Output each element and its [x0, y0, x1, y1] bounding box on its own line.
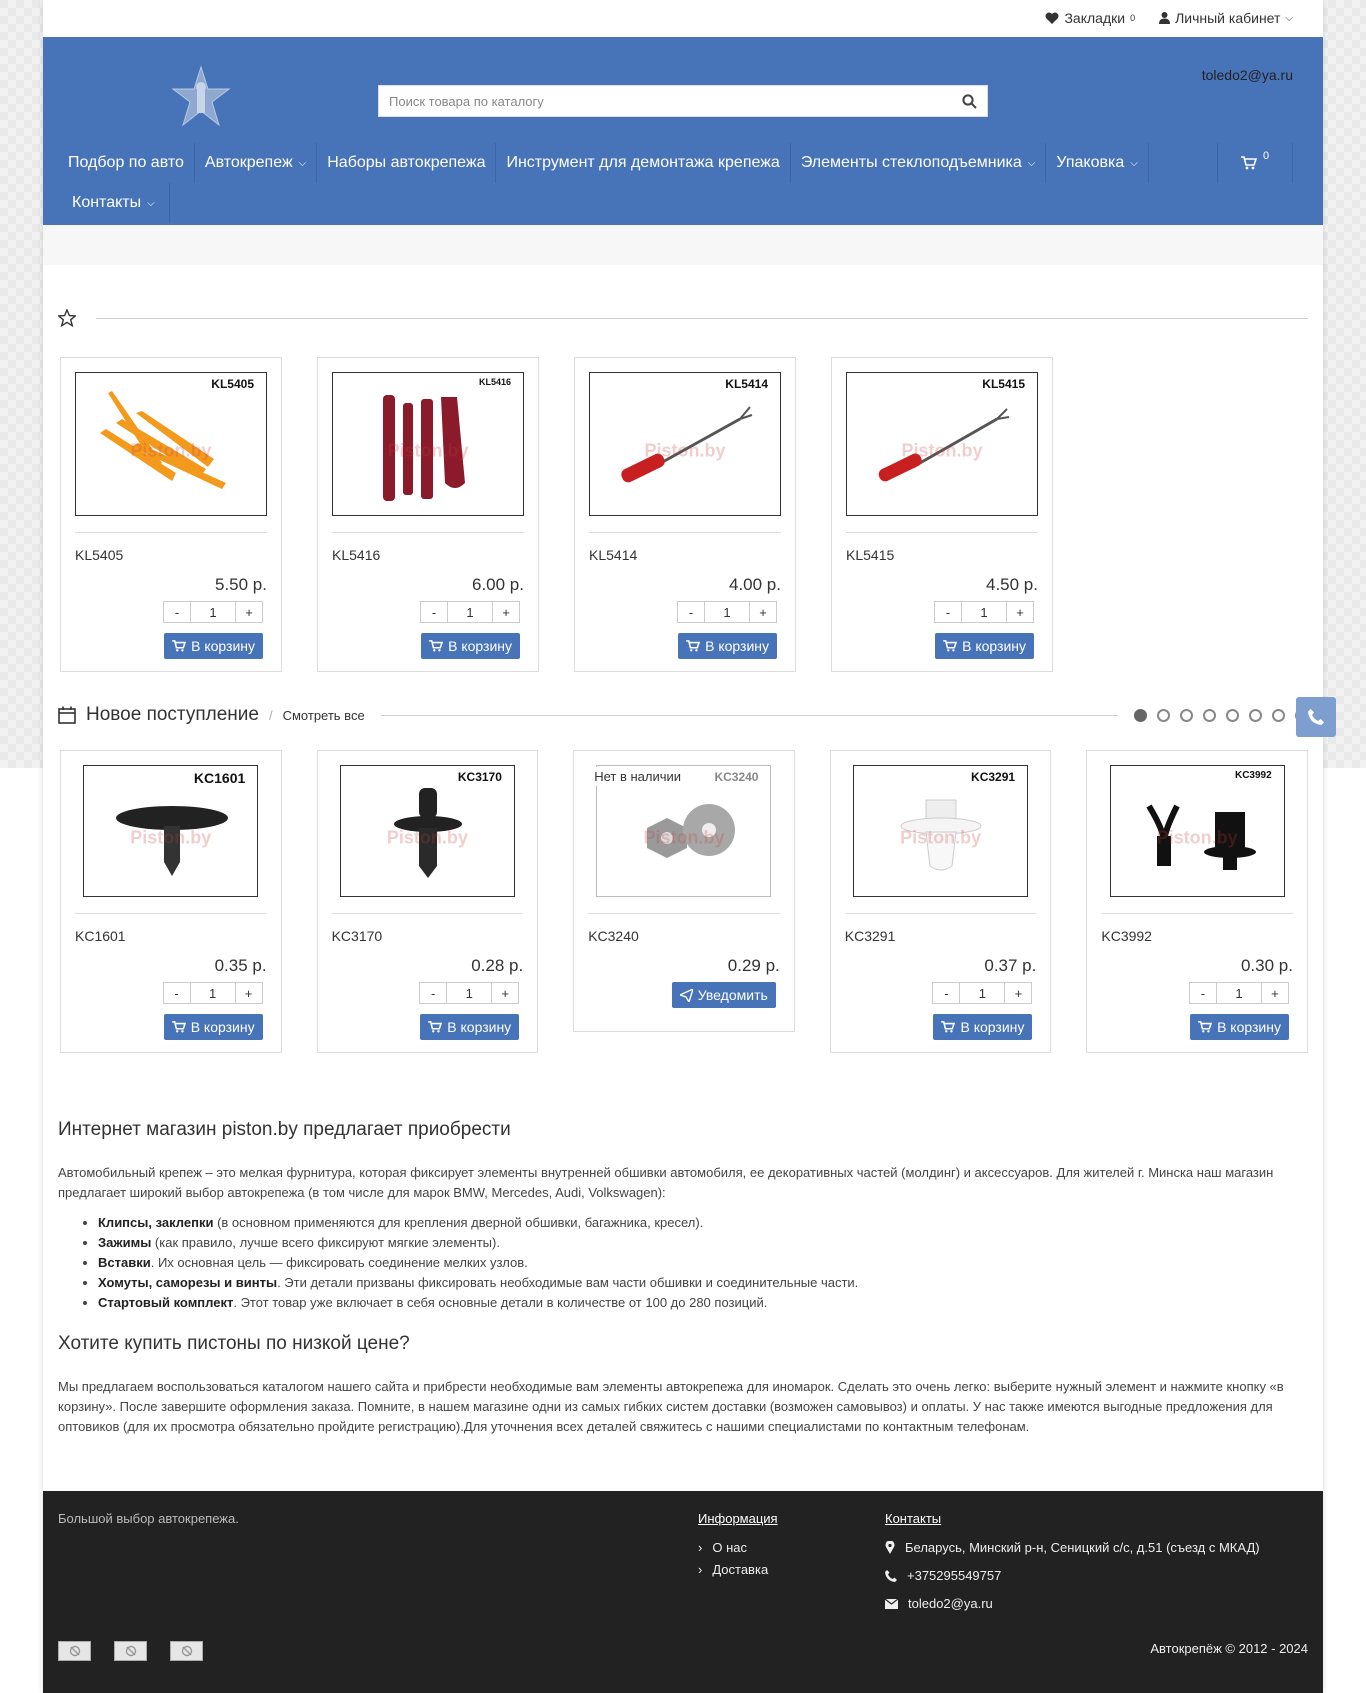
view-all-link[interactable]: Смотреть все	[282, 707, 365, 723]
image-sku-tag: KC1601	[193, 770, 246, 786]
product-image[interactable]	[340, 765, 515, 897]
product-price: 0.35 р.	[214, 956, 267, 975]
section-divider	[96, 318, 1308, 319]
carousel-dot[interactable]	[1249, 709, 1262, 722]
out-of-stock-badge: Нет в наличии	[589, 767, 686, 786]
footer-contacts-title: Контакты	[885, 1511, 942, 1526]
footer-info-title: Информация	[698, 1511, 778, 1526]
image-sku-tag: KC3240	[714, 770, 759, 784]
image-sku-tag: KC3291	[971, 770, 1016, 784]
image-sku-tag: KL5415	[982, 377, 1025, 391]
product-price: 4.50 р.	[986, 575, 1038, 594]
user-icon	[1159, 12, 1170, 24]
footer-link-delivery[interactable]	[698, 1562, 778, 1577]
watermark: Piston.by	[900, 827, 982, 847]
footer-link-about[interactable]	[698, 1540, 778, 1555]
content-paragraph: Мы предлагаем воспользоваться каталогом нашего сайта и прибрести необходимые вам элементы автокрепежа для иномарок. Сделать это очень легко: выберите нужный элемент и нажмите кнопку «в корзину». После завершите оформления заказа. Помните, в нашем магазине одни из самых гибких систем доставки (возможен самовывоз) и оплаты. У нас также имеются выгодные предложения для оптовиков (для их просмотра обязательно пройдите регистрацию).Для уточнения всех деталей свяжитесь с нашими специалистами по контактным телефонам.	[58, 1379, 1284, 1434]
account-link[interactable]	[1159, 10, 1293, 26]
qty-plus-button[interactable]: +	[235, 982, 263, 1004]
product-card	[60, 750, 282, 1053]
product-image[interactable]	[853, 765, 1028, 897]
button-label: В корзину	[1217, 1019, 1281, 1035]
nav-label: Автокрепеж	[204, 154, 293, 171]
payment-methods	[58, 1641, 203, 1661]
product-image[interactable]	[1110, 765, 1285, 897]
copyright: Автокрепёж © 2012 - 2024	[1150, 1641, 1308, 1656]
carousel-dot[interactable]	[1203, 709, 1216, 722]
product-name[interactable]: KC3170	[331, 928, 383, 944]
product-name[interactable]: KL5405	[75, 547, 124, 563]
footer	[43, 1491, 1323, 1693]
nav-item-window-regulator[interactable]	[791, 143, 1047, 183]
chevron-right-icon: ›	[698, 1540, 703, 1555]
link-label: О нас	[712, 1540, 747, 1555]
product-name[interactable]: KC3291	[844, 928, 896, 944]
nav-label: Элементы стеклоподъемника	[800, 154, 1022, 171]
list-item-bold: Клипсы, заклепки	[98, 1215, 214, 1230]
add-to-cart-button[interactable]	[164, 1014, 263, 1040]
main-nav	[58, 143, 1308, 223]
section-divider	[381, 715, 1118, 716]
seo-content	[43, 1119, 1323, 1437]
chevron-down-icon: ⌵	[1027, 157, 1036, 169]
qty-minus-button[interactable]: -	[1189, 982, 1217, 1004]
qty-input[interactable]: 1	[1217, 982, 1261, 1004]
search-icon[interactable]	[951, 86, 987, 116]
carousel-dot[interactable]	[1157, 709, 1170, 722]
payment-logo-icon	[58, 1641, 91, 1661]
cart-icon	[428, 1021, 442, 1033]
paper-plane-icon	[680, 989, 693, 1002]
footer-info-column	[698, 1511, 778, 1584]
quantity-stepper	[1101, 982, 1289, 1004]
section-title: Новое поступление	[86, 704, 259, 725]
logo[interactable]	[171, 65, 231, 129]
product-image[interactable]	[75, 372, 267, 516]
payment-logo-icon	[170, 1641, 203, 1661]
image-sku-tag: KL5414	[725, 377, 768, 391]
qty-plus-button[interactable]: +	[749, 601, 777, 623]
footer-tagline: Большой выбор автокрепежа.	[58, 1511, 239, 1526]
title-separator: /	[268, 707, 273, 723]
map-marker-icon	[885, 1541, 895, 1554]
product-image[interactable]	[846, 372, 1038, 516]
product-price: 4.00 р.	[729, 575, 781, 594]
product-name[interactable]: KC3992	[1101, 928, 1152, 944]
carousel-dot[interactable]	[1272, 709, 1285, 722]
footer-address	[885, 1540, 1260, 1555]
footer-email[interactable]	[885, 1596, 1260, 1611]
bookmarks-link[interactable]	[1045, 10, 1135, 26]
product-price: 0.28 р.	[471, 956, 524, 975]
list-item-bold: Вставки	[98, 1255, 151, 1270]
account-label: Личный кабинет	[1175, 10, 1281, 26]
product-name[interactable]: KC3240	[588, 928, 639, 944]
product-name[interactable]: KL5414	[589, 547, 638, 563]
add-to-cart-button[interactable]	[420, 1014, 519, 1040]
content-heading: Хотите купить пистоны по низкой цене?	[58, 1333, 410, 1354]
page	[43, 0, 1323, 1693]
qty-plus-button[interactable]: +	[492, 601, 520, 623]
notify-button[interactable]	[672, 982, 776, 1008]
payment-logo-icon	[114, 1641, 147, 1661]
list-item	[98, 1253, 1308, 1273]
button-label: Уведомить	[697, 987, 768, 1003]
add-to-cart-button[interactable]	[678, 633, 777, 659]
qty-minus-button[interactable]: -	[419, 982, 447, 1004]
list-item-bold: Зажимы	[98, 1235, 152, 1250]
phone-icon	[885, 1570, 897, 1582]
image-sku-tag: KC3992	[1234, 770, 1272, 781]
product-price: 6.00 р.	[472, 575, 524, 594]
featured-section	[43, 303, 1323, 672]
product-name[interactable]: KL5415	[846, 547, 895, 563]
link-label: Доставка	[712, 1562, 769, 1577]
image-sku-tag: KC3170	[457, 770, 502, 784]
qty-input[interactable]: 1	[191, 601, 235, 623]
nav-item-fastener-kits[interactable]	[317, 143, 496, 183]
qty-input[interactable]: 1	[448, 601, 492, 623]
email-text: toledo2@ya.ru	[908, 1596, 993, 1611]
add-to-cart-button[interactable]	[164, 633, 263, 659]
watermark: Piston.by	[386, 827, 468, 847]
cart-icon	[172, 1021, 186, 1033]
product-card	[831, 357, 1053, 672]
new-arrivals-section	[43, 700, 1323, 1053]
list-item-text: (в основном применяются для крепления дверной обшивки, багажника, кресел).	[213, 1215, 704, 1230]
cart-count: 0	[1262, 150, 1270, 162]
topbar	[43, 0, 1323, 37]
product-image[interactable]	[83, 765, 258, 897]
list-item	[98, 1213, 1308, 1233]
header	[43, 37, 1323, 225]
qty-minus-button[interactable]: -	[163, 601, 191, 623]
carousel-dot[interactable]	[1226, 709, 1239, 722]
star-icon	[58, 309, 76, 327]
product-image[interactable]	[589, 372, 781, 516]
cart-icon	[172, 640, 186, 652]
nav-item-contacts[interactable]	[58, 183, 170, 223]
add-to-cart-button[interactable]	[935, 633, 1034, 659]
watermark: Piston.by	[1156, 827, 1238, 847]
watermark: Piston.by	[387, 440, 469, 461]
list-item-text: (как правило, лучше всего фиксируют мягкие элементы).	[151, 1235, 500, 1250]
nav-item-car-selection[interactable]	[58, 143, 195, 183]
cart-icon	[943, 640, 957, 652]
list-item	[98, 1273, 1308, 1293]
nav-label: Инструмент для демонтажа крепежа	[506, 154, 780, 171]
qty-input[interactable]: 1	[960, 982, 1004, 1004]
list-item-text: . Этот товар уже включает в себя основные детали в количестве от 100 до 280 позиций.	[233, 1295, 768, 1310]
image-sku-tag: KL5416	[478, 377, 511, 387]
bookmarks-label: Закладки	[1064, 10, 1126, 26]
button-label: В корзину	[705, 638, 769, 654]
nav-item-fasteners[interactable]	[195, 143, 317, 183]
watermark: Piston.by	[901, 440, 983, 461]
qty-input[interactable]: 1	[191, 982, 235, 1004]
carousel-pagination	[1134, 709, 1308, 722]
product-price: 0.29 р.	[727, 956, 780, 975]
watermark: Piston.by	[130, 440, 212, 461]
watermark: Piston.by	[643, 827, 725, 847]
product-name[interactable]: KL5416	[332, 547, 381, 563]
cart-button[interactable]	[1217, 143, 1293, 183]
quantity-stepper	[846, 601, 1034, 623]
product-card	[830, 750, 1052, 1053]
content-heading: Интернет магазин piston.by предлагает приобрести	[58, 1119, 511, 1140]
watermark: Piston.by	[130, 827, 212, 847]
product-price: 0.37 р.	[984, 956, 1037, 975]
cart-icon	[1198, 1021, 1212, 1033]
button-label: В корзину	[962, 638, 1026, 654]
header-email[interactable]: toledo2@ya.ru	[1201, 67, 1293, 83]
footer-contacts-column	[885, 1511, 1260, 1624]
chevron-down-icon: ⌵	[147, 197, 155, 209]
search-input[interactable]	[379, 86, 951, 116]
add-to-cart-button[interactable]	[933, 1014, 1032, 1040]
content-paragraph: Автомобильный крепеж – это мелкая фурнитура, которая фиксирует элементы внутренней обшивки автомобиля, ее декоративных частей (молдинг) и аксессуаров. Для жителей г. Минска наш магазин предлагает широкий выбор автокрепежа (в том числе для марок BMW, Mercedes, Audi, Volkswagen):	[58, 1165, 1274, 1200]
qty-plus-button[interactable]: +	[235, 601, 263, 623]
heart-icon	[1045, 12, 1059, 24]
chevron-down-icon: ⌵	[298, 157, 307, 169]
button-label: В корзину	[960, 1019, 1025, 1035]
nav-item-removal-tools[interactable]	[496, 143, 790, 183]
cart-icon	[429, 640, 443, 652]
phone-text: +375295549757	[907, 1568, 1002, 1583]
carousel-dot[interactable]	[1180, 709, 1193, 722]
product-card	[317, 750, 539, 1053]
nav-label: Подбор по авто	[68, 154, 184, 171]
chevron-down-icon: ⌵	[1130, 157, 1138, 169]
qty-input[interactable]: 1	[962, 601, 1006, 623]
calendar-icon	[58, 706, 76, 724]
nav-label: Наборы автокрепежа	[327, 154, 486, 171]
qty-input[interactable]: 1	[447, 982, 491, 1004]
add-to-cart-button[interactable]	[421, 633, 520, 659]
qty-minus-button[interactable]: -	[932, 982, 960, 1004]
qty-plus-button[interactable]: +	[1004, 982, 1032, 1004]
add-to-cart-button[interactable]	[1190, 1014, 1289, 1040]
qty-plus-button[interactable]: +	[491, 982, 519, 1004]
list-item	[98, 1233, 1308, 1253]
address-text: Беларусь, Минский р-н, Сеницкий с/с, д.51 (съезд с МКАД)	[905, 1540, 1260, 1555]
list-item-bold: Хомуты, саморезы и винты	[98, 1275, 278, 1290]
breadcrumb-bar	[43, 225, 1323, 265]
list-item-bold: Стартовый комплект	[98, 1295, 234, 1310]
qty-input[interactable]: 1	[705, 601, 749, 623]
button-label: В корзину	[190, 1019, 255, 1035]
list-item-text: . Эти детали призваны фиксировать необходимые вам части обшивки и соединительные части.	[277, 1275, 859, 1290]
watermark: Piston.by	[644, 440, 726, 461]
nav-item-packaging[interactable]	[1046, 143, 1148, 183]
product-card	[574, 357, 796, 672]
qty-minus-button[interactable]: -	[163, 982, 191, 1004]
product-price: 5.50 р.	[215, 575, 267, 594]
nav-label: Упаковка	[1056, 154, 1125, 171]
cart-icon	[941, 1021, 955, 1033]
qty-minus-button[interactable]: -	[934, 601, 962, 623]
chevron-down-icon: ⌵	[1285, 12, 1293, 24]
carousel-dot[interactable]	[1134, 709, 1147, 722]
product-card	[60, 357, 282, 672]
qty-minus-button[interactable]: -	[677, 601, 705, 623]
product-card	[573, 750, 795, 1032]
footer-phone[interactable]	[885, 1568, 1260, 1583]
quantity-stepper	[589, 601, 777, 623]
quantity-stepper	[845, 982, 1033, 1004]
chevron-right-icon: ›	[698, 1562, 703, 1577]
cart-icon	[686, 640, 700, 652]
product-image[interactable]	[332, 372, 524, 516]
product-card	[317, 357, 539, 672]
callback-button[interactable]	[1296, 697, 1336, 737]
list-item	[98, 1293, 1308, 1313]
bookmarks-count: 0	[1130, 13, 1136, 23]
quantity-stepper	[75, 982, 263, 1004]
fastener-types-list	[98, 1213, 1308, 1313]
product-name[interactable]: KC1601	[75, 928, 126, 944]
cart-icon	[1241, 156, 1257, 170]
quantity-stepper	[75, 601, 263, 623]
image-sku-tag: KL5405	[211, 377, 254, 391]
product-price: 0.30 р.	[1240, 956, 1293, 975]
search-box	[378, 85, 988, 117]
quantity-stepper	[332, 982, 520, 1004]
product-card	[1086, 750, 1308, 1053]
quantity-stepper	[332, 601, 520, 623]
button-label: В корзину	[447, 1019, 512, 1035]
button-label: В корзину	[448, 638, 512, 654]
button-label: В корзину	[191, 638, 255, 654]
phone-icon	[1308, 709, 1324, 725]
qty-minus-button[interactable]: -	[420, 601, 448, 623]
envelope-icon	[885, 1599, 898, 1609]
qty-plus-button[interactable]: +	[1006, 601, 1034, 623]
nav-label: Контакты	[72, 194, 142, 211]
list-item-text: . Их основная цель — фиксировать соединение мелких узлов.	[150, 1255, 528, 1270]
qty-plus-button[interactable]: +	[1261, 982, 1289, 1004]
